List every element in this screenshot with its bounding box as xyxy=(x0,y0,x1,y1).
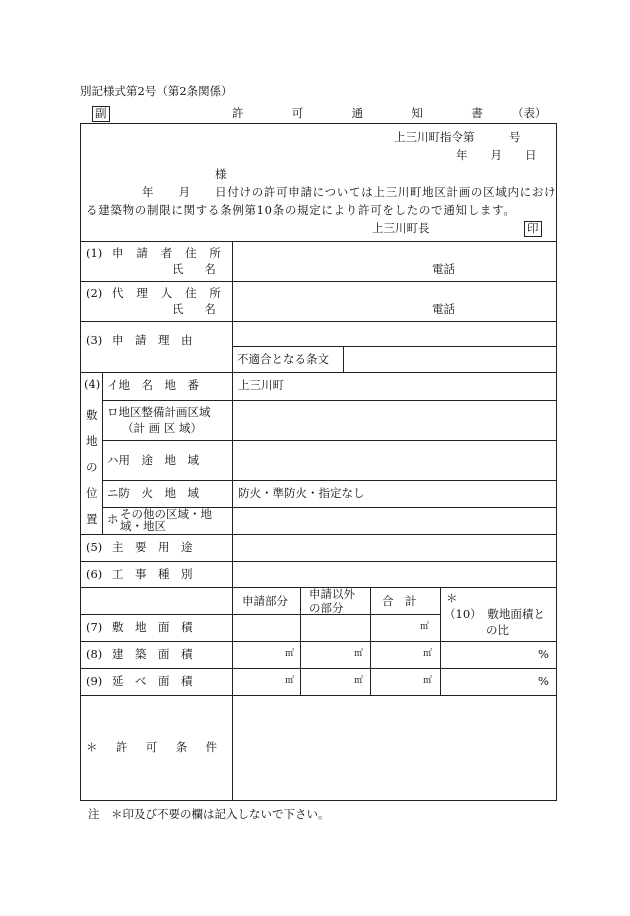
divider xyxy=(80,668,557,669)
divider xyxy=(232,346,557,347)
agent-address-label: 代 理 人 住 所 xyxy=(112,286,226,300)
row-number: (3) xyxy=(86,333,103,347)
total-floor-area-label: 延 べ 面 積 xyxy=(112,674,193,688)
site-area-ratio-label-2: の比 xyxy=(486,623,509,637)
column-line xyxy=(343,346,344,372)
divider xyxy=(80,614,440,615)
agent-name-label: 氏 名 xyxy=(172,302,221,316)
divider xyxy=(80,372,557,373)
other-zone-label: その他の区域・地 xyxy=(120,507,212,521)
row-number: (6) xyxy=(86,567,103,581)
applicant-address-label: 申 請 者 住 所 xyxy=(112,246,226,260)
building-area-label: 建 築 面 積 xyxy=(112,647,193,661)
divider xyxy=(102,440,557,441)
col-total: 合 計 xyxy=(382,594,417,608)
col-other-portion-2: の部分 xyxy=(309,601,344,615)
work-type-label: 工 事 種 別 xyxy=(112,567,193,581)
other-zone-prefix: ホ xyxy=(107,512,119,526)
site-location-vertical-1: 敷 xyxy=(86,408,98,422)
unit-m2: ㎡ xyxy=(420,622,430,632)
row-number: (4) xyxy=(84,377,101,391)
nonconforming-article-label: 不適合となる条文 xyxy=(237,352,329,366)
document-title: 許 可 通 知 書 xyxy=(232,106,502,120)
plan-area-label: （計 画 区 域） xyxy=(122,421,202,435)
ratio-star: ＊ xyxy=(446,591,458,605)
site-location-vertical-2: 地 xyxy=(86,434,98,448)
fire-zone-label: ニ防 火 地 域 xyxy=(107,486,199,500)
divider xyxy=(80,281,557,282)
use-zone-label: ハ用 途 地 域 xyxy=(107,453,199,467)
site-area-ratio-label: （10） 敷地面積と xyxy=(444,607,545,621)
unit-m2: ㎡ xyxy=(423,676,433,686)
divider xyxy=(80,695,557,696)
unit-percent: % xyxy=(538,647,549,661)
unit-m2: ㎡ xyxy=(354,649,364,659)
unit-percent: % xyxy=(538,674,549,688)
unit-m2: ㎡ xyxy=(285,649,295,659)
addressee-suffix: 様 xyxy=(215,167,227,181)
column-line xyxy=(370,587,371,695)
unit-m2: ㎡ xyxy=(423,649,433,659)
fire-zone-value: 防火・準防火・指定なし xyxy=(238,486,365,500)
main-use-label: 主 要 用 途 xyxy=(112,540,193,554)
row-number: (1) xyxy=(86,246,103,260)
lot-number-value: 上三川町 xyxy=(238,378,284,392)
row-number: (9) xyxy=(86,674,103,688)
side-mark: （表） xyxy=(512,106,547,120)
issuer: 上三川町長 xyxy=(372,221,430,235)
official-seal: 印 xyxy=(524,221,542,237)
row-number: (7) xyxy=(86,620,103,634)
column-line xyxy=(102,372,103,534)
footnote: 注 ＊印及び不要の欄は記入しないで下さい。 xyxy=(88,807,330,821)
divider xyxy=(80,534,557,535)
col-other-portion: 申請以外 xyxy=(309,587,355,601)
lot-number-label: イ地 名 地 番 xyxy=(107,378,199,392)
duplicate-seal: 副 xyxy=(92,106,110,122)
application-reason-label: 申 請 理 由 xyxy=(112,333,193,347)
divider xyxy=(80,241,557,242)
site-area-label: 敷 地 面 積 xyxy=(112,620,193,634)
row-number: (5) xyxy=(86,540,103,554)
agent-phone-label: 電話 xyxy=(432,302,455,316)
divider xyxy=(102,400,557,401)
column-line xyxy=(300,587,301,695)
applicant-name-label: 氏 名 xyxy=(172,262,221,276)
body-line-1: 年 月 日付けの許可申請については上三川町地区計画の区域内におけ xyxy=(142,185,557,199)
row-number: (8) xyxy=(86,647,103,661)
divider xyxy=(80,561,557,562)
unit-m2: ㎡ xyxy=(354,676,364,686)
district-plan-area-label: ロ地区整備計画区域 xyxy=(107,405,211,419)
applicant-phone-label: 電話 xyxy=(432,262,455,276)
order-number: 上三川町指令第 号 xyxy=(394,130,521,144)
date-line: 年 月 日 xyxy=(456,148,537,162)
row-number: (2) xyxy=(86,286,103,300)
permit-conditions-label: ＊ 許 可 条 件 xyxy=(86,740,221,754)
unit-m2: ㎡ xyxy=(285,676,295,686)
column-line xyxy=(232,241,233,801)
column-line xyxy=(440,587,441,695)
other-zone-label-2: 域・地区 xyxy=(120,519,166,533)
col-applied-portion: 申請部分 xyxy=(242,594,288,608)
site-location-vertical-3: の xyxy=(86,460,98,474)
site-location-vertical-5: 置 xyxy=(86,512,98,526)
divider xyxy=(80,641,557,642)
form-label: 別記様式第2号（第2条関係） xyxy=(80,84,233,98)
body-line-2: る建築物の制限に関する条例第10条の規定により許可をしたので通知します。 xyxy=(86,203,516,217)
divider xyxy=(102,480,557,481)
divider xyxy=(80,321,557,322)
site-location-vertical-4: 位 xyxy=(86,486,98,500)
